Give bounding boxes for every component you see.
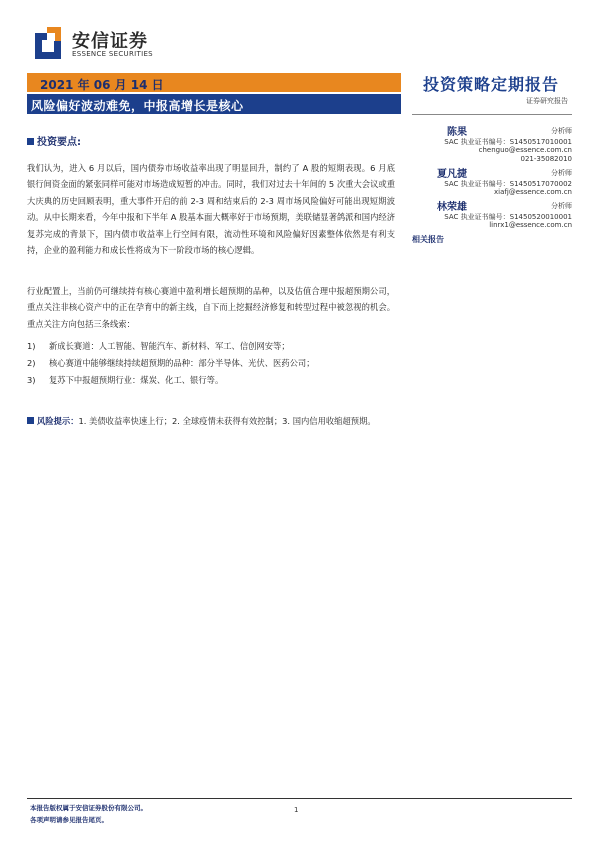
analyst-cert: SAC 执业证书编号：S1450517010001 — [444, 138, 572, 146]
square-bullet-icon — [27, 417, 34, 424]
analyst-name: 陈果 — [447, 127, 467, 138]
analyst-card — [412, 196, 572, 232]
list-number: 1) — [27, 341, 36, 351]
logo-english-name: ESSENCE SECURITIES — [72, 50, 153, 58]
paragraph-allocation: 行业配置上，当前仍可继续持有核心赛道中盈利增长超预期的品种，以及估值合理中报超预期公司，重点关注非核心资产中的正在孕育中的新主线，自下而上挖掘经济修复和转型过程中被忽视的机会。重点关注方向包括三条线索： — [27, 286, 395, 329]
risk-text: 1. 美债收益率快速上行；2. 全球疫情未获得有效控制；3. 国内信用收缩超预期。 — [78, 416, 376, 426]
list-item — [27, 374, 223, 386]
paragraph-outlook: 我们认为，进入 6 月以后，国内债券市场收益率出现了明显回升，制约了 A 股的短期表现。6 月底银行间资金面的紧张同样可能对市场造成短暂的冲击。同时，我们对过去十年间的 5 次重大会议或重大庆典的历史回顾表明，重大事件开启的前 2-3 周和结束后的 2-3 周市场风险偏好可能出现短期波动。从中长期来看，今年中报和下半年 A 股基本面大概率好于市场预期，美联储显著鸽派和国内经济复苏完成的背景下，国内债市收益率上行空间有限，流动性环境和风险偏好因素整体依然是有利支持，企业的盈利能力和成长性将成为下一阶段市场的核心逻辑。 — [27, 163, 395, 256]
list-item — [27, 357, 315, 369]
square-bullet-icon — [27, 138, 34, 145]
page-number: 1 — [294, 806, 299, 814]
key-points-label: 投资要点: — [37, 137, 81, 148]
analyst-cert: SAC 执业证书编号：S1450520010001 — [444, 213, 572, 221]
analyst-phone: 021-35082010 — [520, 155, 572, 163]
essence-logo-icon — [33, 27, 65, 59]
key-points-heading — [27, 133, 81, 148]
report-date: 2021 年 06 月 14 日 — [40, 78, 164, 92]
risk-label: 风险提示： — [37, 416, 79, 426]
related-reports-heading: 相关报告 — [412, 235, 444, 244]
analyst-card — [412, 121, 572, 163]
analyst-name: 夏凡捷 — [437, 169, 467, 180]
footer-disclaimer: 各项声明请参见报告尾页。 — [30, 816, 108, 824]
footer-copyright: 本报告版权属于安信证券股份有限公司。 — [30, 804, 147, 812]
analyst-role: 分析师 — [551, 127, 572, 135]
list-text: 核心赛道中能够继续持续超预期的品种：部分半导体、光伏、医药公司； — [49, 358, 315, 368]
risk-warning — [27, 413, 395, 429]
analyst-role: 分析师 — [551, 202, 572, 210]
report-title: 风险偏好波动难免，中报高增长是核心 — [31, 99, 244, 113]
footer-divider — [27, 798, 572, 799]
list-text: 复苏下中报超预期行业：煤炭、化工、银行等。 — [49, 375, 224, 385]
analyst-email[interactable]: linrx1@essence.com.cn — [489, 221, 572, 229]
report-subtype: 证券研究报告 — [526, 97, 568, 105]
sidebar-divider — [412, 114, 572, 115]
report-type: 投资策略定期报告 — [423, 75, 560, 94]
analyst-cert: SAC 执业证书编号：S1450517070002 — [444, 180, 572, 188]
list-item — [27, 340, 290, 352]
list-number: 3) — [27, 375, 36, 385]
analyst-email[interactable]: chenguo@essence.com.cn — [478, 146, 572, 154]
logo-chinese-name: 安信证券 — [72, 31, 148, 52]
analyst-card — [412, 163, 572, 197]
analyst-role: 分析师 — [551, 169, 572, 177]
analyst-email[interactable]: xiafj@essence.com.cn — [494, 188, 572, 196]
analyst-name: 林荣雄 — [437, 202, 467, 213]
list-text: 新成长赛道：人工智能、智能汽车、新材料、军工、信创网安等； — [49, 341, 290, 351]
list-number: 2) — [27, 358, 36, 368]
